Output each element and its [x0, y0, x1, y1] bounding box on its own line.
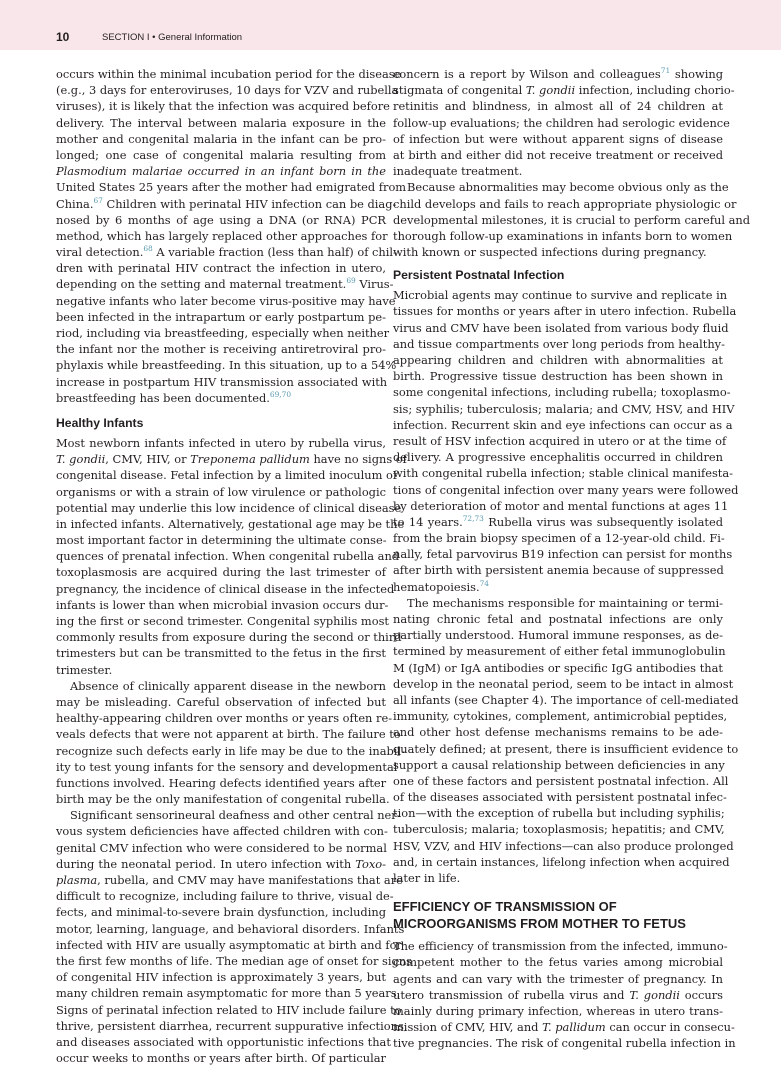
text-line: with congenital rubella infection; stable clinical manifesta- — [393, 466, 734, 481]
text-line: The mechanisms responsible for maintaining or termi- — [407, 595, 723, 610]
text-line: riod, including via breastfeeding, especially when neither — [56, 326, 390, 340]
text-line: tive pregnancies. The risk of congenital rubella infection in — [393, 1036, 736, 1051]
text-line: veals defects that were not apparent at birth. The failure to — [56, 727, 401, 742]
text-line: breastfeeding has been documented.$^{69,70}$ — [56, 389, 292, 405]
section-heading-persistent-postnatal-infection: Persistent Postnatal Infection — [393, 268, 565, 283]
text-line: Signs of perinatal infection related to HIV include failure to — [56, 1002, 402, 1017]
reference-citation[interactable]: 72,73 — [462, 514, 484, 524]
text-line: support a causal relationship between deficiencies in any — [393, 757, 725, 772]
text-line: in infected infants. Alternatively, gestational age may be the — [56, 516, 405, 531]
text-line: infection. Recurrent skin and eye infections can occur as a — [393, 417, 733, 432]
text-line: of congenital HIV infection is approximately 3 years, but — [56, 970, 386, 985]
reference-citation[interactable]: 68 — [143, 244, 153, 254]
text-line: Because abnormalities may become obvious only as the — [407, 180, 729, 195]
text-line: tion—with the exception of rubella but including syphilis; — [393, 806, 725, 821]
text-line: by deterioration of motor and mental functions at ages 11 — [393, 498, 729, 513]
text-line: may be misleading. Careful observation of infected but — [56, 694, 386, 709]
text-line: ity to test young infants for the sensory and developmental — [56, 759, 398, 774]
text-line: to 14 years.$^{72,73}$ Rubella virus was subsequently isolated — [393, 514, 723, 529]
text-line: tions of congenital infection over many years were followed — [393, 482, 739, 497]
text-line: increase in postpartum HIV transmission associated with — [56, 374, 388, 389]
text-line: with known or suspected infections during pregnancy. — [393, 245, 707, 260]
text-line: retinitis and blindness, in almost all of 24 children at — [393, 99, 723, 114]
text-line: later in life. — [393, 871, 461, 885]
text-line: congenital disease. Fetal infection by a limited inoculum of — [56, 468, 398, 483]
text-line: plasma, rubella, and CMV may have manifestations that are — [56, 873, 403, 887]
text-line: most important factor in determining the ultimate conse- — [56, 533, 387, 548]
text-line: trimester. — [56, 662, 113, 677]
text-line: Most newborn infants infected in utero by rubella virus, — [56, 435, 386, 450]
text-line: from the brain biopsy specimen of a 12-year-old child. Fi- — [393, 531, 725, 546]
text-line: recognize such defects early in life may be due to the inabil- — [56, 743, 405, 758]
paragraph — [56, 807, 412, 1066]
text-line: stigmata of congenital T. gondii infection, including chorio- — [393, 83, 735, 98]
heading-line: MICROORGANISMS FROM MOTHER TO FETUS — [393, 916, 686, 932]
text-line: follow-up evaluations; the children had serologic evidence — [393, 115, 730, 130]
text-line: one of these factors and persistent postnatal infection. All — [393, 773, 729, 788]
paragraph — [56, 435, 407, 678]
reference-citation[interactable]: 71 — [660, 66, 671, 76]
text-line: occur weeks to months or years after birth. Of particular — [56, 1051, 386, 1066]
text-line: delivery. The interval between malaria exposure in the — [56, 115, 386, 130]
text-line: appearing children and children with abnormalities at — [393, 353, 723, 367]
text-line: phylaxis while breastfeeding. In this situation, up to a 54% — [56, 358, 397, 373]
text-line: result of HSV infection acquired in utero or at the time of — [393, 433, 727, 448]
text-line: Absence of clinically apparent disease in the newborn — [70, 678, 386, 693]
text-line: dren with perinatal HIV contract the infection in utero, — [56, 261, 386, 276]
text-line: of infection but were without apparent signs of disease — [393, 131, 723, 146]
text-line: hematopoiesis.$^{74}$ — [393, 578, 489, 594]
text-line: Plasmodium malariae occurred in an infant born in the — [56, 164, 386, 179]
text-line: healthy-appearing children over months or years often re- — [56, 711, 393, 726]
text-line: utero transmission of rubella virus and T. gondii occurs — [393, 987, 723, 1002]
text-line: delivery. A progressive encephalitis occurred in children — [393, 450, 723, 465]
text-line: China.$^{67}$ Children with perinatal HIV infection can be diag- — [56, 195, 397, 211]
text-line: Significant sensorineural deafness and other central ner- — [70, 808, 401, 823]
text-line: viral detection.$^{68}$ A variable fraction (less than half) of chil- — [56, 244, 397, 260]
text-line: been infected in the intrapartum or early postpartum pe- — [56, 309, 386, 324]
text-line: United States 25 years after the mother had emigrated from — [56, 180, 407, 195]
text-line: after birth with persistent anemia because of suppressed — [393, 563, 724, 578]
text-line: concern is a report by Wilson and colleagues$^{71}$ showing — [393, 66, 723, 81]
text-line: nally, fetal parvovirus B19 infection can persist for months — [393, 547, 733, 562]
text-line: infants is lower than when microbial invasion occurs dur- — [56, 597, 389, 612]
paragraph — [56, 678, 405, 808]
text-line: M (IgM) or IgA antibodies or specific IgG antibodies that — [393, 660, 723, 675]
paragraph — [56, 66, 407, 406]
text-line: HSV, VZV, and HIV infections—can also produce prolonged — [393, 838, 734, 853]
text-line: mainly during primary infection, whereas in utero trans- — [393, 1003, 723, 1018]
text-line: pregnancy, the incidence of clinical disease in the infected — [56, 581, 395, 596]
text-line: nating chronic fetal and postnatal infections are only — [393, 612, 723, 626]
text-line: immunity, cytokines, complement, antimicrobial peptides, — [393, 709, 728, 724]
section-heading-efficiency-of-transmission — [393, 898, 723, 932]
paragraph — [393, 938, 736, 1051]
text-line: occurs within the minimal incubation period for the disease — [56, 67, 402, 81]
text-line: (e.g., 3 days for enteroviruses, 10 days for VZV and rubella — [56, 83, 399, 98]
text-line: all infants (see Chapter 4). The importance of cell-mediated — [393, 692, 739, 707]
text-line: trimesters but can be transmitted to the fetus in the first — [56, 646, 386, 661]
text-line: birth may be the only manifestation of congenital rubella. — [56, 792, 390, 807]
text-line: toxoplasmosis are acquired during the last trimester of — [56, 565, 386, 580]
text-line: developmental milestones, it is crucial to perform careful and — [393, 212, 751, 227]
text-line: partially understood. Humoral immune responses, as de- — [393, 628, 723, 643]
heading-line: EFFICIENCY OF TRANSMISSION OF — [393, 899, 617, 915]
right-column — [393, 66, 751, 1052]
text-line: sis; syphilis; tuberculosis; malaria; and CMV, HSV, and HIV — [393, 401, 735, 416]
text-line: the first few months of life. The median age of onset for signs — [56, 953, 412, 968]
text-line: many children remain asymptomatic for more than 5 years. — [56, 986, 401, 1001]
text-line: develop in the neonatal period, seem to be intact in almost — [393, 676, 734, 691]
running-head: SECTION I • General Information — [102, 32, 243, 43]
text-line: organisms or with a strain of low virulence or pathologic — [56, 484, 386, 499]
text-line: thrive, persistent diarrhea, recurrent suppurative infections, — [56, 1018, 408, 1033]
text-line: during the neonatal period. In utero infection with Toxo- — [56, 856, 386, 871]
text-line: agents and can vary with the trimester of pregnancy. In — [393, 971, 723, 986]
reference-citation[interactable]: 74 — [479, 578, 489, 588]
text-line: thorough follow-up examinations in infants born to women — [393, 228, 733, 243]
text-line: ing the first or second trimester. Congenital syphilis most — [56, 614, 389, 628]
text-line: viruses), it is likely that the infection was acquired before — [56, 99, 390, 114]
text-line: functions involved. Hearing defects identified years after — [56, 775, 387, 790]
text-line: some congenital infections, including rubella; toxoplasmo- — [393, 385, 731, 400]
text-line: the infant nor the mother is receiving antiretroviral pro- — [56, 342, 386, 357]
paragraph — [393, 179, 751, 260]
text-line: longed; one case of congenital malaria resulting from — [56, 147, 386, 162]
text-line: genital CMV infection who were considered to be normal — [56, 840, 387, 855]
text-line: nosed by 6 months of age using a DNA (or RNA) PCR — [56, 212, 386, 227]
text-line: quences of prenatal infection. When congenital rubella and — [56, 549, 400, 564]
text-line: child develops and fails to reach appropriate physiologic or — [393, 196, 737, 211]
text-line: potential may underlie this low incidence of clinical disease — [56, 500, 402, 515]
text-line: quately defined; at present, there is insufficient evidence to — [393, 741, 739, 756]
reference-citation[interactable]: 67 — [93, 195, 103, 205]
text-line: T. gondii, CMV, HIV, or Treponema pallidum have no signs of — [56, 452, 407, 467]
section-heading-healthy-infants: Healthy Infants — [56, 415, 144, 430]
text-line: mission of CMV, HIV, and T. pallidum can occur in consecu- — [393, 1020, 735, 1035]
text-line: inadequate treatment. — [393, 164, 523, 179]
text-line: and, in certain instances, lifelong infection when acquired — [393, 854, 730, 869]
text-line: infected with HIV are usually asymptomatic at birth and for — [56, 937, 402, 952]
reference-citation[interactable]: 69 — [346, 276, 356, 286]
text-line: and other host defense mechanisms remains to be ade- — [393, 725, 723, 740]
text-line: competent mother to the fetus varies among microbial — [393, 955, 723, 970]
paragraph — [393, 595, 739, 886]
text-line: mother and congenital malaria in the infant can be pro- — [56, 131, 386, 146]
text-line: and tissue compartments over long periods from healthy- — [393, 336, 725, 351]
text-line: commonly results from exposure during the second or third — [56, 630, 402, 645]
text-line: method, which has largely replaced other approaches for — [56, 228, 388, 243]
text-line: depending on the setting and maternal treatment.$^{69}$ Virus- — [56, 276, 394, 292]
paragraph — [393, 66, 735, 179]
text-line: termined by measurement of either fetal immunoglobulin — [393, 644, 726, 659]
paragraph — [393, 287, 739, 595]
page-number: 10 — [56, 30, 70, 44]
text-line: birth. Progressive tissue destruction has been shown in — [393, 369, 723, 384]
text-line: of the diseases associated with persistent postnatal infec- — [393, 790, 727, 805]
text-line: tuberculosis; malaria; toxoplasmosis; hepatitis; and CMV, — [393, 822, 725, 837]
text-line: tissues for months or years after in utero infection. Rubella — [393, 304, 737, 319]
text-line: vous system deficiencies have affected children with con- — [56, 824, 388, 839]
text-line: virus and CMV have been isolated from various body fluid — [393, 320, 729, 335]
reference-citation[interactable]: 69,70 — [269, 389, 292, 399]
text-line: Microbial agents may continue to survive and replicate in — [393, 288, 728, 303]
text-line: fects, and minimal-to-severe brain dysfunction, including — [56, 905, 386, 920]
text-line: and diseases associated with opportunistic infections that — [56, 1034, 391, 1049]
text-line: at birth and either did not receive treatment or received — [393, 147, 723, 162]
text-line: The efficiency of transmission from the infected, immuno- — [393, 939, 728, 954]
text-line: negative infants who later become virus-positive may have — [56, 293, 396, 308]
text-line: motor, learning, language, and behavioral disorders. Infants — [56, 921, 405, 936]
left-column — [56, 66, 412, 1066]
text-line: difficult to recognize, including failure to thrive, visual de- — [56, 889, 394, 904]
